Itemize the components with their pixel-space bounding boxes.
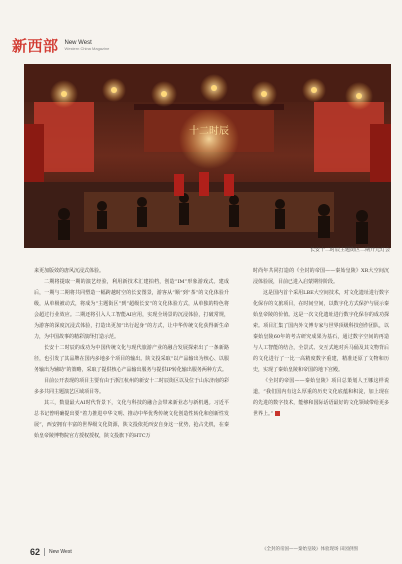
event-photo-illustration — [24, 64, 391, 248]
paragraph: 时尚年共同打造的《全封的帝国——秦始皇陵》XR大空间沉浸体验展，目前已进入启蒙期待阶段。 — [253, 268, 389, 285]
page-number: 62 — [30, 547, 41, 557]
photo-caption: 长安十二时辰主题街区二期开元灯会 — [309, 247, 390, 253]
article-end-mark-icon — [275, 411, 280, 416]
event-photo — [24, 64, 391, 248]
magazine-logo-block — [65, 40, 110, 51]
masthead — [12, 34, 109, 56]
magazine-logo-sub: Western China Magazine — [64, 45, 110, 51]
magazine-logo-en: New West — [64, 39, 92, 46]
article-left-column — [34, 266, 229, 442]
article-right-column — [253, 266, 389, 420]
paragraph: 二期将提取一期的演艺经验，利用新技术汇建拍档，创造“IM”形象游戏式。建成后，一期与二期将共同塑造一幅跨越时空的长安图景，游客从“顺”到“茶”的文化体验升级，从单极被动式，将成为“主题街区”到“超级长安”的文化体验方式，从单独的特色将会超过行业效应。二期还将引入人工智能AI应用，实现全场景的沉浸体验，打破常规，为游客的深度沉浸式体验，打造出更加“出行起身”的方式，让中华传统文化获得新生命力，为中国故事的精彩演绎打造示范。 — [34, 279, 229, 340]
paragraph: 来更加版效的唐风沉浸式体验。 — [34, 268, 105, 274]
exhibition-caption: 《全封的帝国——秦始皇陵》体验现场 田园供图 — [262, 547, 358, 552]
lantern-sign: 十二时辰 — [189, 126, 229, 137]
page-footer — [30, 547, 72, 557]
paragraph — [253, 376, 389, 420]
paragraph: 其三，数量最大AI时代背景下，文化与科技的融合会带来新业态与新机遇。习近平总书记曾明确提出要“着力推进中华文明、推动中华优秀传统文化创造性转化和创新性发展”，西安拥有丰富的世界级文化资源，陕文投依托西安自身这一优势，抢占先机，在秦始皇帝陵博物院官方授权授权，陕文投旗下的HTC万 — [34, 400, 229, 439]
paragraph: 这是国内首个采用LBE大空间技术，对文化遗址进行数字化保存的文旅项目，在时间空间，以数字化方式保护与展示秦始皇帝陵的价值。这是一次文化遗址进行数字化保存的成功探索。项目汇集了国内外文博专家与世界顶级科技创作团队，以秦始皇陵60年的考古研究成果为基石，通过数字空间的再造与人工智能的结合，全景式、交互式地对兵马俑及其文物背后的文化进行了一比一高精度数字重建，精准还原了文物和历史，实现了秦始皇陵和帝国的地下宫殿。 — [253, 290, 389, 373]
magazine-logo-cn: 新西部 — [12, 36, 59, 55]
footer-magazine-name: New West — [49, 549, 72, 555]
footer-divider — [44, 548, 45, 556]
paragraph: 长安十二时辰的成功为中国传统文化与现代旅游产业的融合发展探索出了一条新路径，也引发了其品牌在国内多地多个项目的输出。陕文投采取“以产品输出为核心、以服务输出为辅助”的策略，采取了提供核心产品输出服务与提供IP转化输出服务两种方式。 — [34, 345, 229, 373]
paragraph-text: 《全封的帝国——秦始皇陵》项目总策划人王娜这样说道，“我们国内有这么厚重的历史文化底蕴和积淀，加上现在的先进的数字技术，能够和国际话语最好的文化领域带给更多世界上。” — [253, 378, 389, 417]
paragraph: 目前公开表现的项目主要有由于浙江杭州的新安十二时辰街区以及位于山东济南的彩多多共同主题演艺区域项目等。 — [34, 378, 230, 395]
